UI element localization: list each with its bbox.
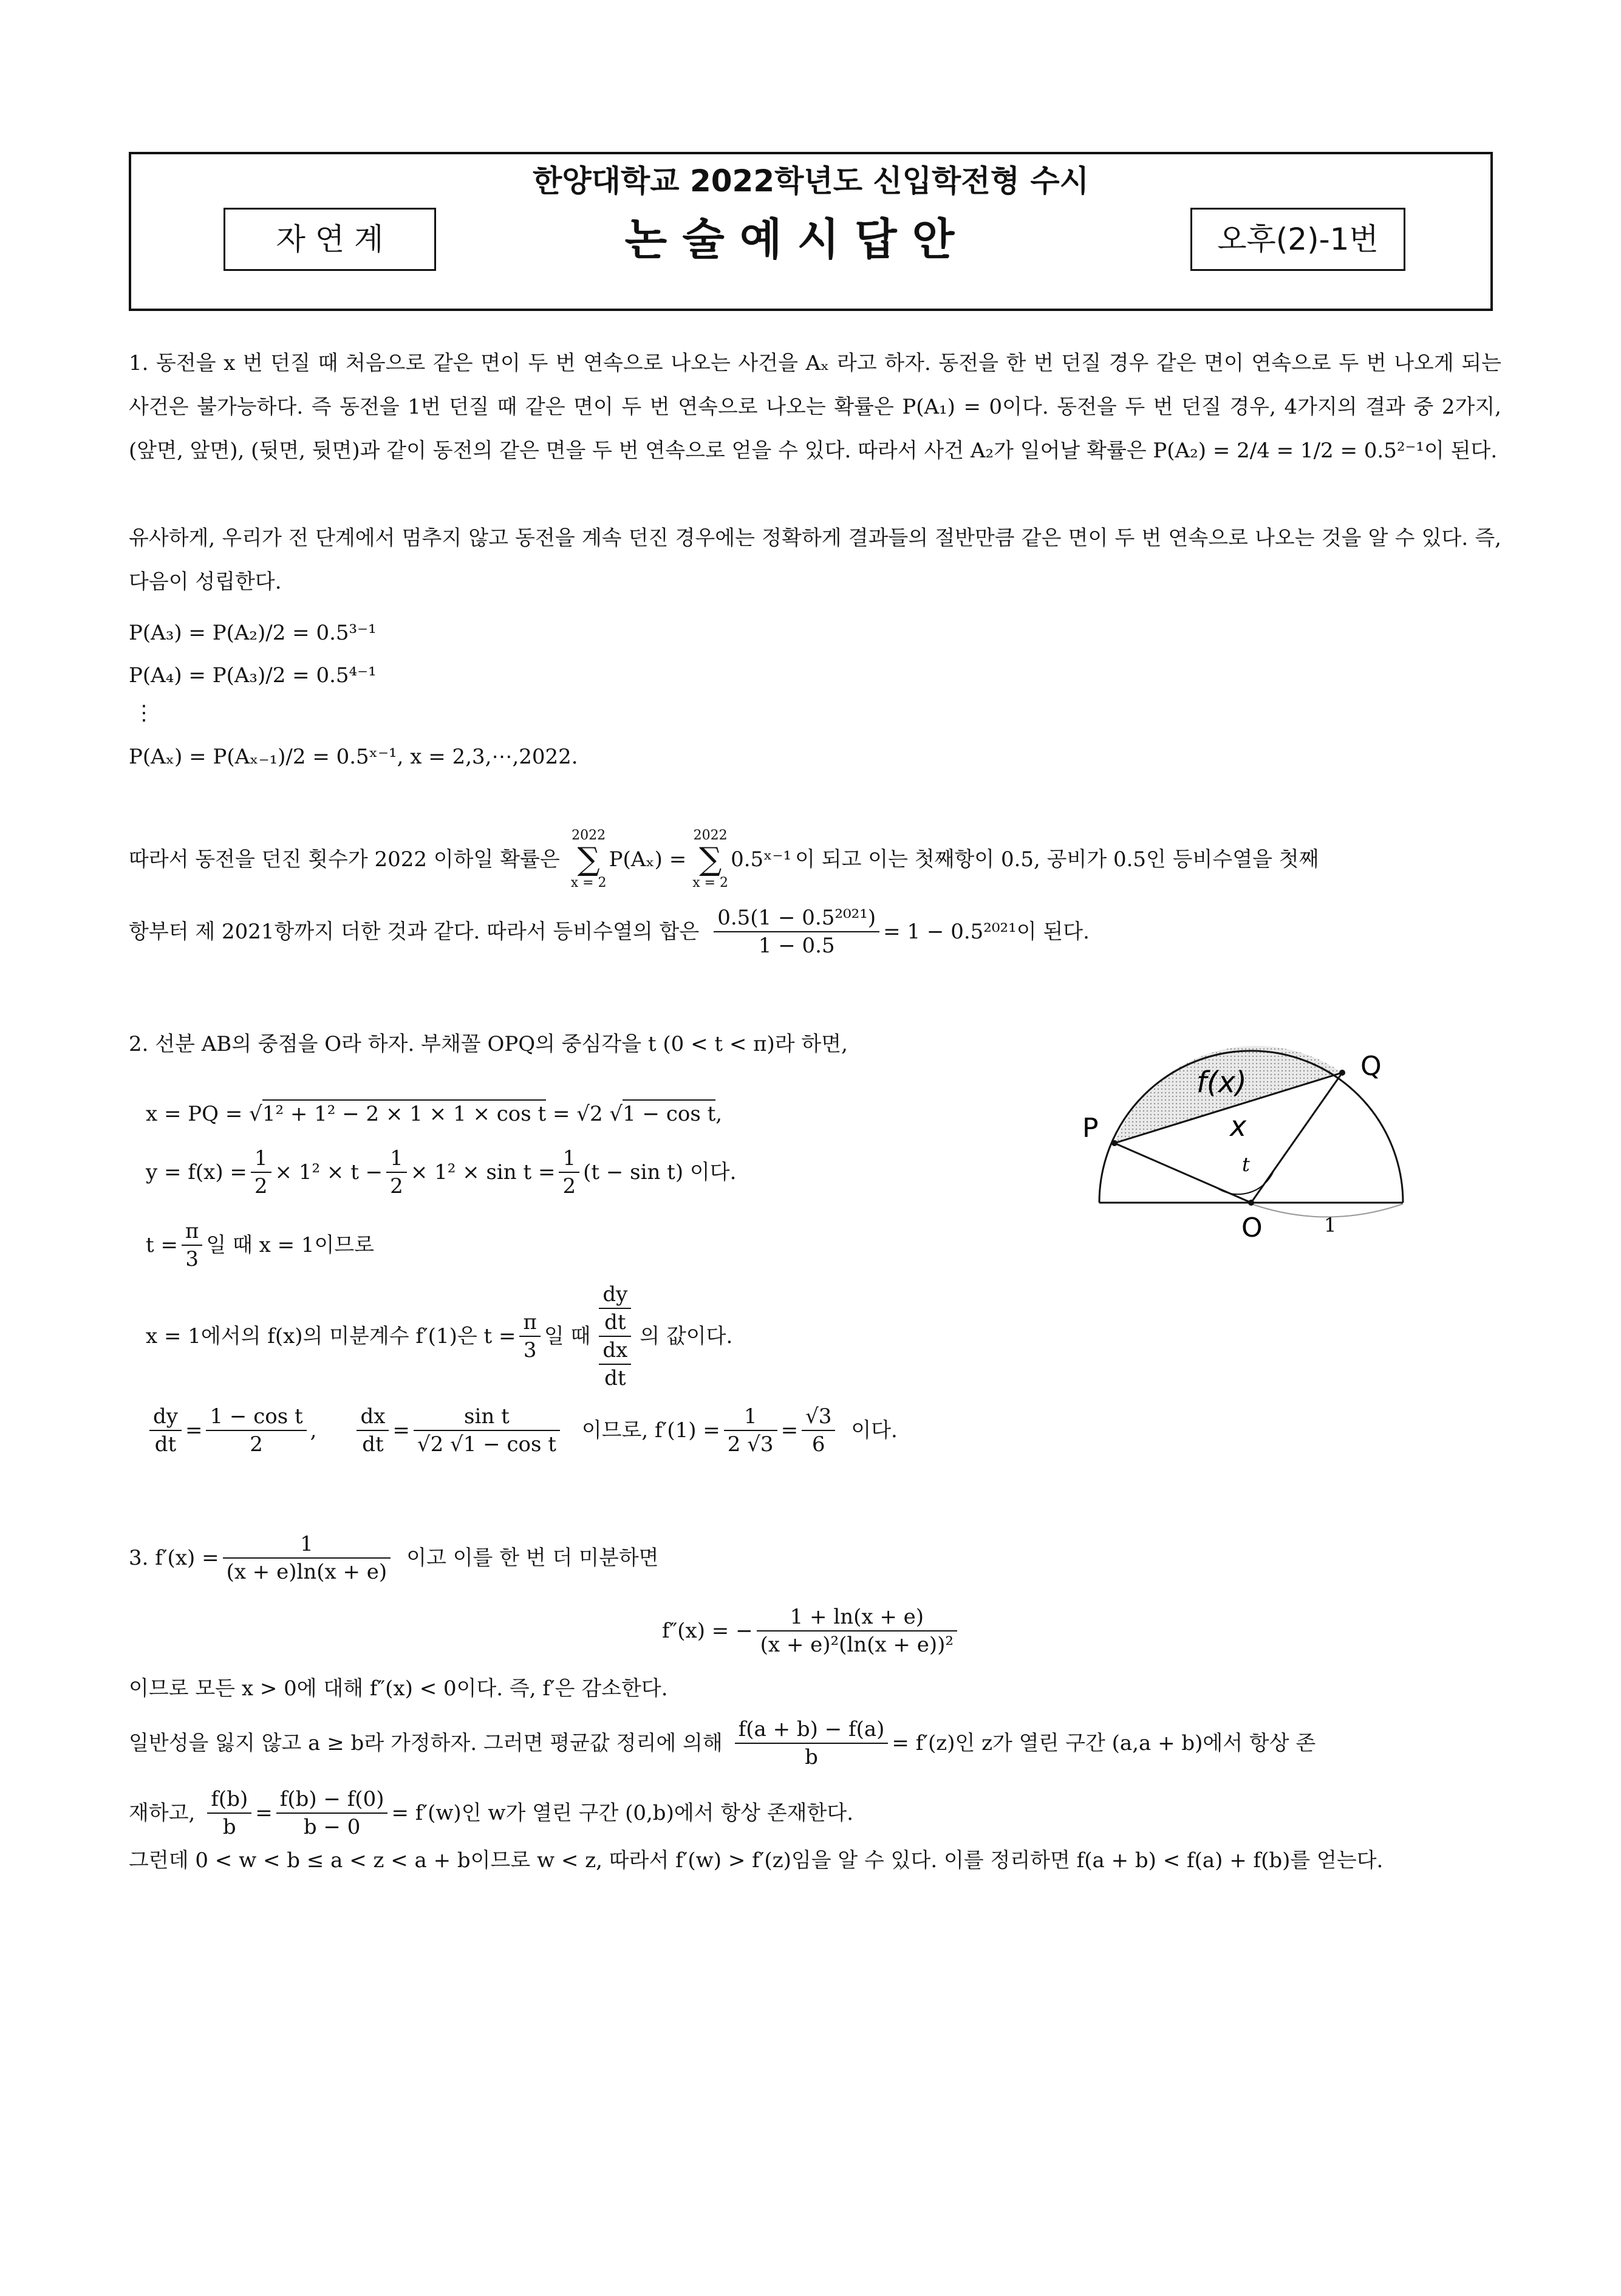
university-title: 한양대학교 2022학년도 신입학전형 수시 [533,163,1089,199]
mvt-fraction-1 [735,1716,889,1771]
fprime-fraction [223,1531,391,1585]
dy-dt [599,1281,631,1337]
denominator: dt [604,1366,626,1390]
q1-conclusion-c: 항부터 제 2021항까지 더한 것과 같다. 따라서 등비수열의 합은 [129,920,700,944]
q3-second-derivative [662,1597,961,1664]
dy-over-dt [599,1281,631,1336]
q2-intro: 2. 선분 AB의 중점을 O라 하자. 부채꼴 OPQ의 중심각을 t (0 < t < π)라 하면, [129,1032,848,1056]
q3-line-5a: 재하고, [129,1801,196,1825]
y-term-1: × 1² × t − [275,1160,383,1184]
label-x: x [1230,1110,1247,1143]
denominator: 3 [523,1338,537,1362]
fraction-numerator: 0.5(1 − 0.5²⁰²¹) [714,904,879,932]
geometric-sum-fraction [714,904,879,959]
denominator: 2 [250,1432,263,1457]
numerator: f(b) [207,1786,251,1814]
numerator: dy [599,1281,631,1309]
denominator: 6 [811,1432,825,1457]
label-fx: f(x) [1196,1065,1247,1099]
sum-term-2: 0.5ˣ⁻¹ [731,847,792,872]
sigma-symbol: ∑ [699,841,722,878]
result-fraction-1 [724,1403,777,1458]
pi-over-3 [182,1218,202,1273]
numerator: √3 [802,1403,835,1431]
q1-conclusion-d: = 1 − 0.5²⁰²¹이 된다. [883,920,1090,944]
label-1: 1 [1324,1214,1337,1237]
equals: = [255,1801,273,1825]
q1-equation-2: P(A₄) = P(A₃)/2 = 0.5⁴⁻¹ [129,663,377,688]
numerator: π [519,1309,540,1337]
denominator: 2 √3 [724,1431,777,1458]
equals: = [780,1418,799,1443]
q1-conclusion-a: 따라서 동전을 던진 횟수가 2022 이하일 확률은 [129,847,560,872]
result-a: 이므로, f′(1) = [581,1418,720,1443]
q1-conclusion-line-1 [129,820,1319,899]
radicand: 1 − cos t [463,1430,556,1457]
q1-equation-3: P(Aₓ) = P(Aₓ₋₁)/2 = 0.5ˣ⁻¹, x = 2,3,⋯,2022. [129,745,578,769]
denominator: b [222,1815,236,1839]
y-lhs: y = f(x) = [146,1160,247,1184]
denominator: b − 0 [303,1815,361,1839]
q3-line-3: 이므로 모든 x > 0에 대해 f″(x) < 0이다. 즉, f′은 감소한다. [129,1676,668,1701]
label-P: P [1082,1113,1099,1144]
label-Q: Q [1360,1051,1382,1082]
pi-over-3 [519,1309,540,1364]
two: 2 [727,1432,741,1457]
semicircle-figure [1069,1033,1445,1263]
result-end: 이다. [851,1418,898,1443]
numerator: dx [357,1403,389,1431]
equals: = [185,1418,203,1443]
denominator: b [805,1745,818,1769]
sum-term-1: P(Aₓ) = [609,847,687,872]
q2-derivative-line [146,1276,732,1397]
label-O: O [1241,1212,1263,1243]
numerator: 1 + ln(x + e) [757,1604,957,1631]
category-box: 자 연 계 [224,208,436,271]
session-box: 오후(2)-1번 [1190,208,1405,271]
denominator: dt [154,1432,177,1457]
dx-over-dt [599,1337,631,1392]
sum-lower: x = 2 [692,875,729,890]
mvt-fraction-2 [276,1786,388,1840]
numerator: 1 − cos t [206,1403,306,1431]
x-end: , [715,1102,723,1126]
deriv-c: 의 값이다. [640,1324,733,1348]
q3-line-6: 그런데 0 < w < b ≤ a < z < a + b이므로 w < z, 따라서 f′(w) > f′(z)임을 알 수 있다. 이를 정리하면 f(a + b) < f(a) + f(b)를 얻는다. [129,1848,1384,1873]
numerator: sin t [414,1403,560,1431]
summation-1 [571,827,607,892]
radicand: 3 [760,1430,774,1457]
denominator: 3 [185,1247,199,1271]
denominator: 2 [390,1174,403,1198]
denominator: dt [362,1432,384,1457]
sigma-symbol: ∑ [577,841,600,878]
q1-equation-1: P(A₃) = P(A₂)/2 = 0.5³⁻¹ [129,621,377,645]
q2-result-line [146,1397,898,1464]
t-rhs: 일 때 x = 1이므로 [206,1233,375,1257]
sqrt2: √2 [417,1432,451,1457]
point-O [1248,1200,1254,1206]
dy-over-dt [149,1403,182,1458]
denominator: (x + e)ln(x + e) [226,1560,387,1584]
denominator: dt [604,1310,626,1334]
deriv-a: x = 1에서의 f(x)의 미분계수 f′(1)은 t = [146,1324,516,1348]
numerator: f(b) − f(0) [276,1786,388,1814]
q1-paragraph-2: 유사하게, 우리가 전 단계에서 멈추지 않고 동전을 계속 던진 경우에는 정확하게 결과들의 절반만큼 같은 면이 두 번 연속으로 나오는 것을 알 수 있다. 즉, 다음이 성립한다. [129,526,1501,594]
point-Q [1339,1070,1345,1076]
fdoubleprime-fraction [757,1604,957,1658]
dy-dx-compound-fraction [599,1281,631,1392]
x-radicand: 1² + 1² − 2 × 1 × 1 × cos t [262,1099,546,1126]
q2-t-value [146,1215,374,1276]
dx-dt [599,1337,631,1392]
denominator: (x + e)²(ln(x + e))² [760,1633,954,1657]
sum-upper: 2022 [693,828,728,843]
fb-over-b [207,1786,251,1840]
q1-conclusion-b: 이 되고 이는 첫째항이 0.5, 공비가 0.5인 등비수열을 첫째 [795,847,1319,872]
dy-dt-value [206,1403,306,1458]
dx-dt-value [414,1403,560,1458]
summation-2 [692,827,728,892]
numerator: dx [599,1337,631,1365]
numerator: 1 [724,1403,777,1431]
q2-x-equation: x = PQ = √1² + 1² − 2 × 1 × 1 × cos t = √2 √1 − cos t, [146,1099,722,1129]
q3-line-4 [129,1710,1501,1777]
t-lhs: t = [146,1233,178,1257]
q1-vdots: ⋮ [134,701,154,725]
y-term-2: × 1² × sin t = [410,1160,556,1184]
x-radicand-2: 1 − cos t [623,1099,715,1126]
result-fraction-2 [802,1403,835,1458]
fdoubleprime-lhs: f″(x) = − [662,1619,753,1643]
q1-paragraph-1: 1. 동전을 x 번 던질 때 처음으로 같은 면이 두 번 연속으로 나오는 사건을 Aₓ 라고 하자. 동전을 한 번 던질 경우 같은 면이 연속으로 두 번 나오게 되는 사건은 불가능하다. 즉 동전을 1번 던질 때 같은 면이 두 번 연속으로 나오는 확률은 P(A₁) = 0이다. 동전을 두 번 던질 경우, 4가지의 결과 중 2가지, (앞면, 앞면), (뒷면, 뒷면)과 같이 동전의 같은 면을 두 번 연속으로 얻을 수 있다. 따라서 사건 A₂가 일어날 확률은 P(A₂) = 2/4 = 1/2 = 0.5²⁻¹이 된다. [129,351,1501,463]
half-fraction [386,1145,407,1200]
dx-over-dt [357,1403,389,1458]
q1-conclusion-line-2 [129,901,1090,962]
fraction-denominator: 1 − 0.5 [758,934,835,958]
numerator: dy [149,1403,182,1431]
q2-y-equation [146,1142,736,1203]
half-fraction [559,1145,579,1200]
point-P [1111,1140,1118,1146]
q3-line-4a: 일반성을 잃지 않고 a ≥ b라 가정하자. 그러면 평균값 정리에 의해 [129,1731,723,1755]
denominator: √2 √1 − cos t [414,1431,560,1458]
denominator: 2 [562,1174,576,1198]
q3-fprime: 3. f′(x) = [129,1546,219,1570]
y-term-3: (t − sin t) 이다. [583,1160,737,1184]
q3-line-1 [129,1525,659,1591]
numerator: π [182,1218,202,1246]
label-t: t [1242,1153,1250,1176]
denominator: 2 [254,1174,268,1198]
q3-line-4b: = f′(z)인 z가 열린 구간 (a,a + b)에서 항상 존 [892,1731,1316,1755]
x-mid: = √2 [546,1102,610,1126]
numerator: 1 [223,1531,391,1559]
q3-line-5b: = f′(w)인 w가 열린 구간 (0,b)에서 항상 존재한다. [391,1801,854,1825]
numerator: 1 [251,1145,271,1173]
q3-line-1-text: 이고 이를 한 번 더 미분하면 [406,1546,659,1570]
x-lhs: x = PQ = [146,1102,250,1126]
numerator: 1 [386,1145,407,1173]
numerator: 1 [559,1145,579,1173]
numerator: f(a + b) − f(a) [735,1716,889,1744]
equals: = [392,1418,410,1443]
q3-line-5 [129,1780,853,1847]
deriv-b: 일 때 [544,1324,591,1348]
sum-upper: 2022 [572,828,606,843]
half-fraction [251,1145,271,1200]
sum-lower: x = 2 [570,875,607,890]
doc-title: 논 술 예 시 답 안 [624,214,955,265]
comma: , [310,1418,317,1443]
